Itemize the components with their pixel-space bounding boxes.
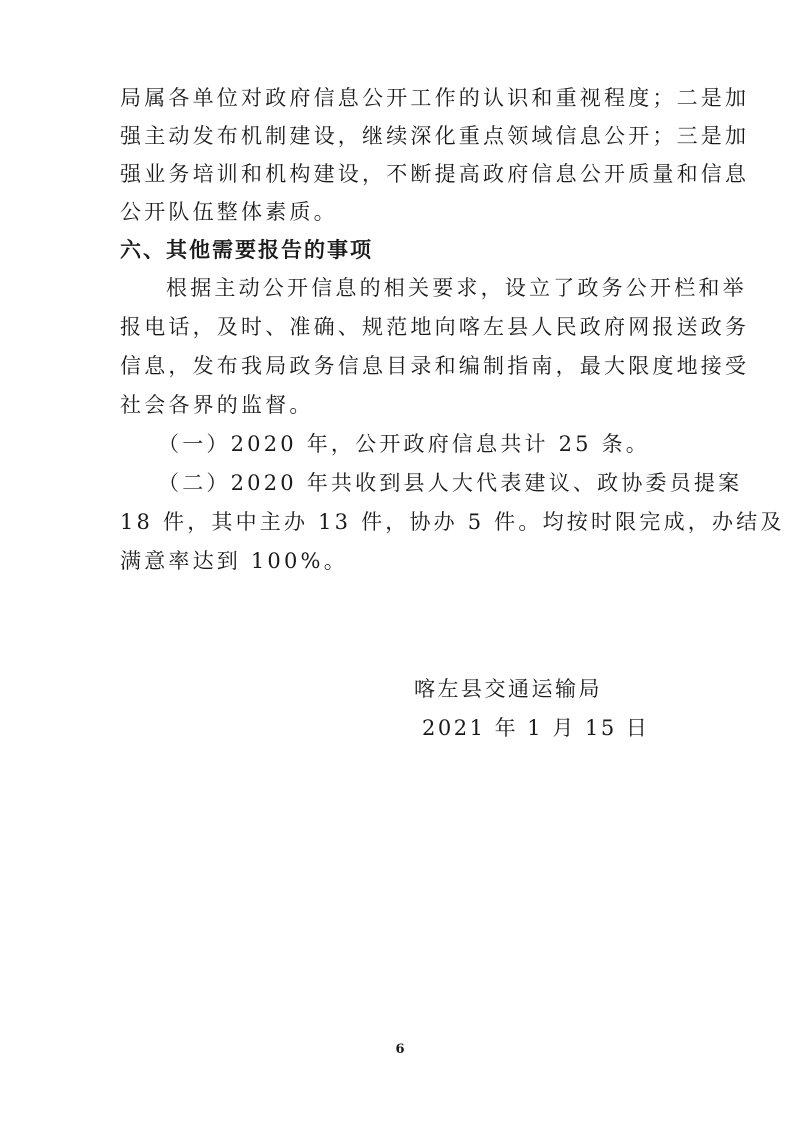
- paragraph-line: 局属各单位对政府信息公开工作的认识和重视程度；二是加: [120, 86, 750, 110]
- paragraph-line: 满意率达到 100%。: [120, 549, 348, 573]
- paragraph-line: 强主动发布机制建设，继续深化重点领域信息公开；三是加: [120, 124, 750, 148]
- paragraph-line: 社会各界的监督。: [120, 393, 314, 417]
- list-item: （一）2020 年，公开政府信息共计 25 条。: [158, 432, 650, 456]
- signature-date: 2021 年 1 月 15 日: [422, 716, 650, 740]
- paragraph-line: 根据主动公开信息的相关要求，设立了政务公开栏和举: [166, 276, 747, 300]
- paragraph-line: 强业务培训和机构建设，不断提高政府信息公开质量和信息: [120, 162, 750, 186]
- signature-organization: 喀左县交通运输局: [414, 677, 602, 701]
- section-heading: 六、其他需要报告的事项: [120, 238, 373, 262]
- page-number: 6: [395, 1042, 405, 1057]
- list-item: （二）2020 年共收到县人大代表建议、政协委员提案: [158, 471, 743, 495]
- paragraph-line: 公开队伍整体素质。: [120, 200, 338, 224]
- paragraph-line: 信息，发布我局政务信息目录和编制指南，最大限度地接受: [120, 354, 750, 378]
- paragraph-line: 18 件，其中主办 13 件，协办 5 件。均按时限完成，办结及: [120, 510, 785, 534]
- paragraph-line: 报电话，及时、准确、规范地向喀左县人民政府网报送政务: [120, 315, 750, 339]
